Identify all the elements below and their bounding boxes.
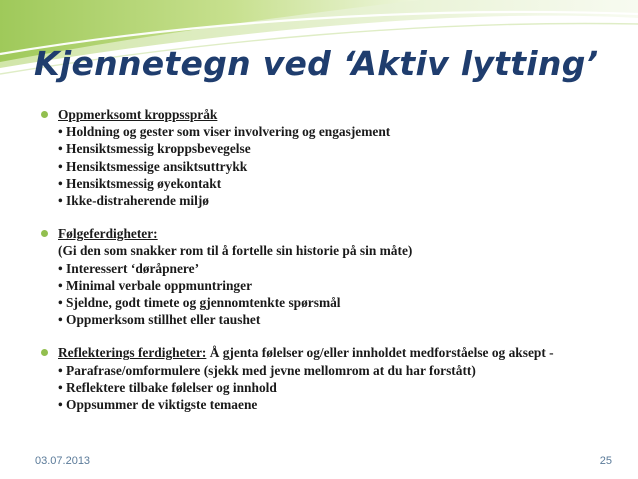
slide-title: Kjennetegn ved ‘Aktiv lytting’ [34,44,599,83]
list-item: • Hensiktsmessig øyekontakt [58,175,222,191]
footer-date: 03.07.2013 [35,455,91,467]
list-item: • Parafrase/omformulere (sjekk med jevne mellomrom at du har forstått) [58,362,476,378]
list-item: • Sjeldne, godt timete og gjennomtenkte spørsmål [58,295,341,311]
list-item: • Reflektere tilbake følelser og innhold [58,379,277,395]
list-item: • Hensiktsmessige ansiktsuttrykk [58,158,248,174]
list-item: • Interessert ‘døråpnere’ [58,260,200,276]
section-heading [40,225,620,242]
slide-body [40,106,620,429]
list-item: • Hensiktsmessig kroppsbevegelse [58,141,251,157]
heading-text: Reflekterings ferdigheter: [58,345,207,361]
list-item: (Gi den som snakker rom til å fortelle sin historie på sin måte) [58,243,413,259]
section-reflecting-skills [40,344,620,413]
heading-description: Å gjenta følelser og/eller innholdet medforståelse og aksept - [206,345,554,361]
list-item: • Oppmerksom stillhet eller taushet [58,312,261,328]
green-bullet-icon [41,111,48,118]
section-heading [40,106,620,123]
heading-text: Følgeferdigheter: [58,226,158,242]
list-item: • Holdning og gester som viser involvering og engasjement [58,124,391,140]
section-heading [40,344,620,361]
section-body-language [40,106,620,209]
list-item: • Minimal verbale oppmuntringer [58,277,253,293]
list-item: • Oppsummer de viktigste temaene [58,397,258,413]
footer-page-number: 25 [599,455,612,467]
green-bullet-icon [41,230,48,237]
green-bullet-icon [41,349,48,356]
section-following-skills [40,225,620,328]
heading-text: Oppmerksomt kroppsspråk [58,107,218,122]
list-item: • Ikke-distraherende miljø [58,193,209,209]
